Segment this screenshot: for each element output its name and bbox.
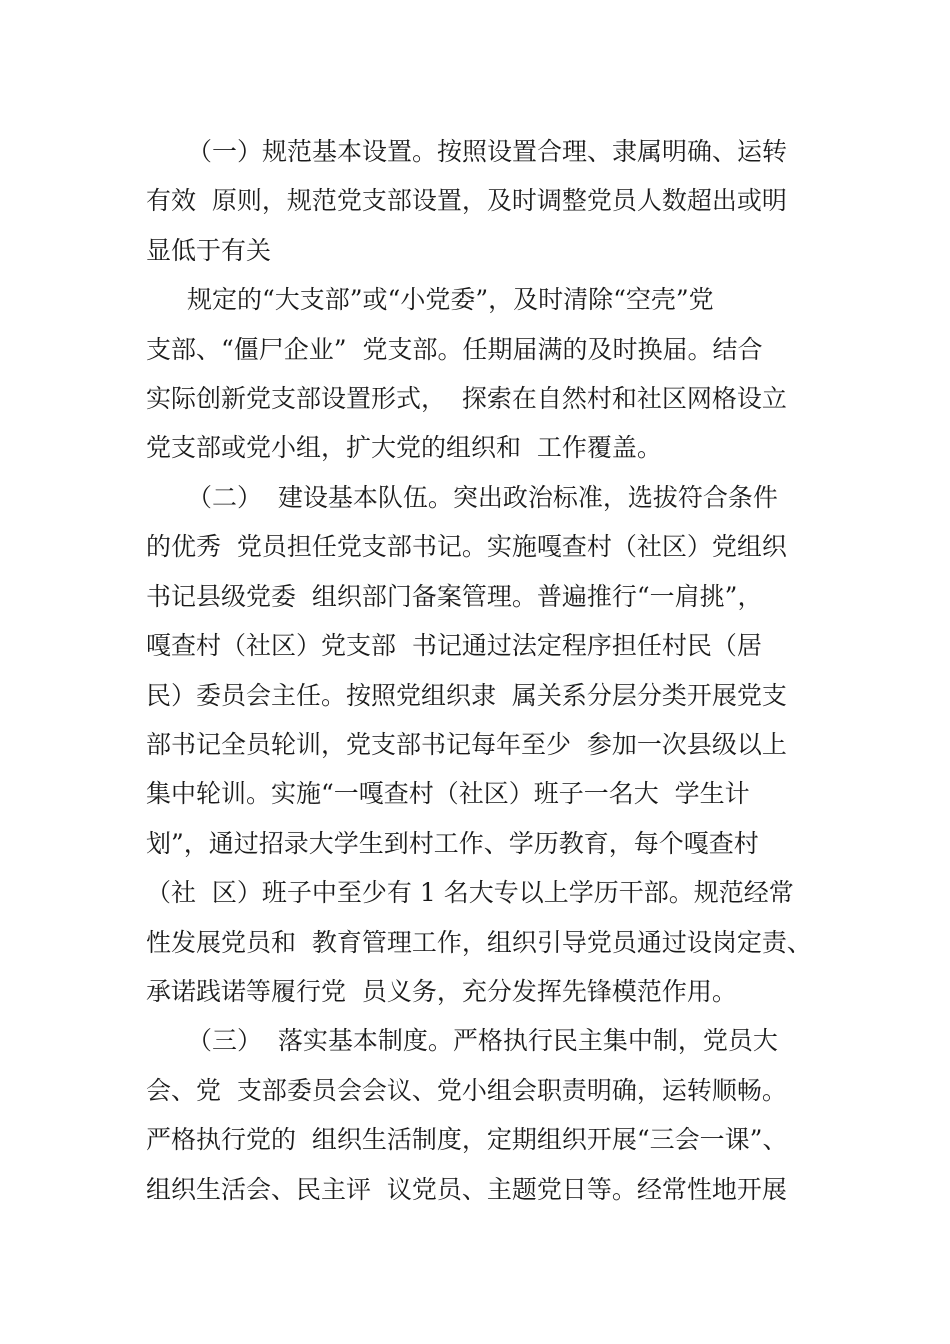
text-line: 嘎查村（社区）党支部 书记通过法定程序担任村民（居 <box>146 631 762 660</box>
text-line: 民）委员会主任。按照党组织隶 属关系分层分类开展党支 <box>146 681 787 710</box>
text-line: 性发展党员和 教育管理工作，组织引导党员通过设岗定责、 <box>146 928 812 957</box>
text-line: 有效 原则，规范党支部设置，及时调整党员人数超出或明 <box>146 186 787 215</box>
text-line: 显低于有关 <box>146 236 272 265</box>
text-line: （一）规范基本设置。按照设置合理、隶属明确、运转 <box>187 137 788 166</box>
text-line: 严格执行党的 组织生活制度，定期组织开展“三会一课”、 <box>146 1125 788 1154</box>
text-line: 会、党 支部委员会会议、党小组会职责明确，运转顺畅。 <box>146 1076 787 1105</box>
text-line: 规定的“大支部”或“小党委”，及时清除“空壳”党 <box>187 285 714 314</box>
text-line: 支部、“僵尸企业” 党支部。任期届满的及时换届。结合 <box>146 335 763 364</box>
text-line: 集中轮训。实施“一嘎查村（社区）班子一名大 学生计 <box>146 779 750 808</box>
text-line: 组织生活会、民主评 议党员、主题党日等。经常性地开展 <box>146 1175 787 1204</box>
text-line: （二） 建设基本队伍。突出政治标准，选拔符合条件 <box>187 483 778 512</box>
text-line: 书记县级党委 组织部门备案管理。普遍推行“一肩挑”， <box>146 582 763 611</box>
text-line: 实际创新党支部设置形式， 探索在自然村和社区网格设立 <box>146 384 787 413</box>
text-line: 划”，通过招录大学生到村工作、学历教育，每个嘎查村 <box>146 829 759 858</box>
text-line: 承诺践诺等履行党 员义务，充分发挥先锋模范作用。 <box>146 977 737 1006</box>
text-line: 部书记全员轮训，党支部书记每年至少 参加一次县级以上 <box>146 730 787 759</box>
text-line: （社 区）班子中至少有 1 名大专以上学历干部。规范经常 <box>146 878 794 907</box>
text-line: （三） 落实基本制度。严格执行民主集中制，党员大 <box>187 1026 778 1055</box>
text-line: 党支部或党小组，扩大党的组织和 工作覆盖。 <box>146 433 662 462</box>
text-line: 的优秀 党员担任党支部书记。实施嘎查村（社区）党组织 <box>146 532 787 561</box>
